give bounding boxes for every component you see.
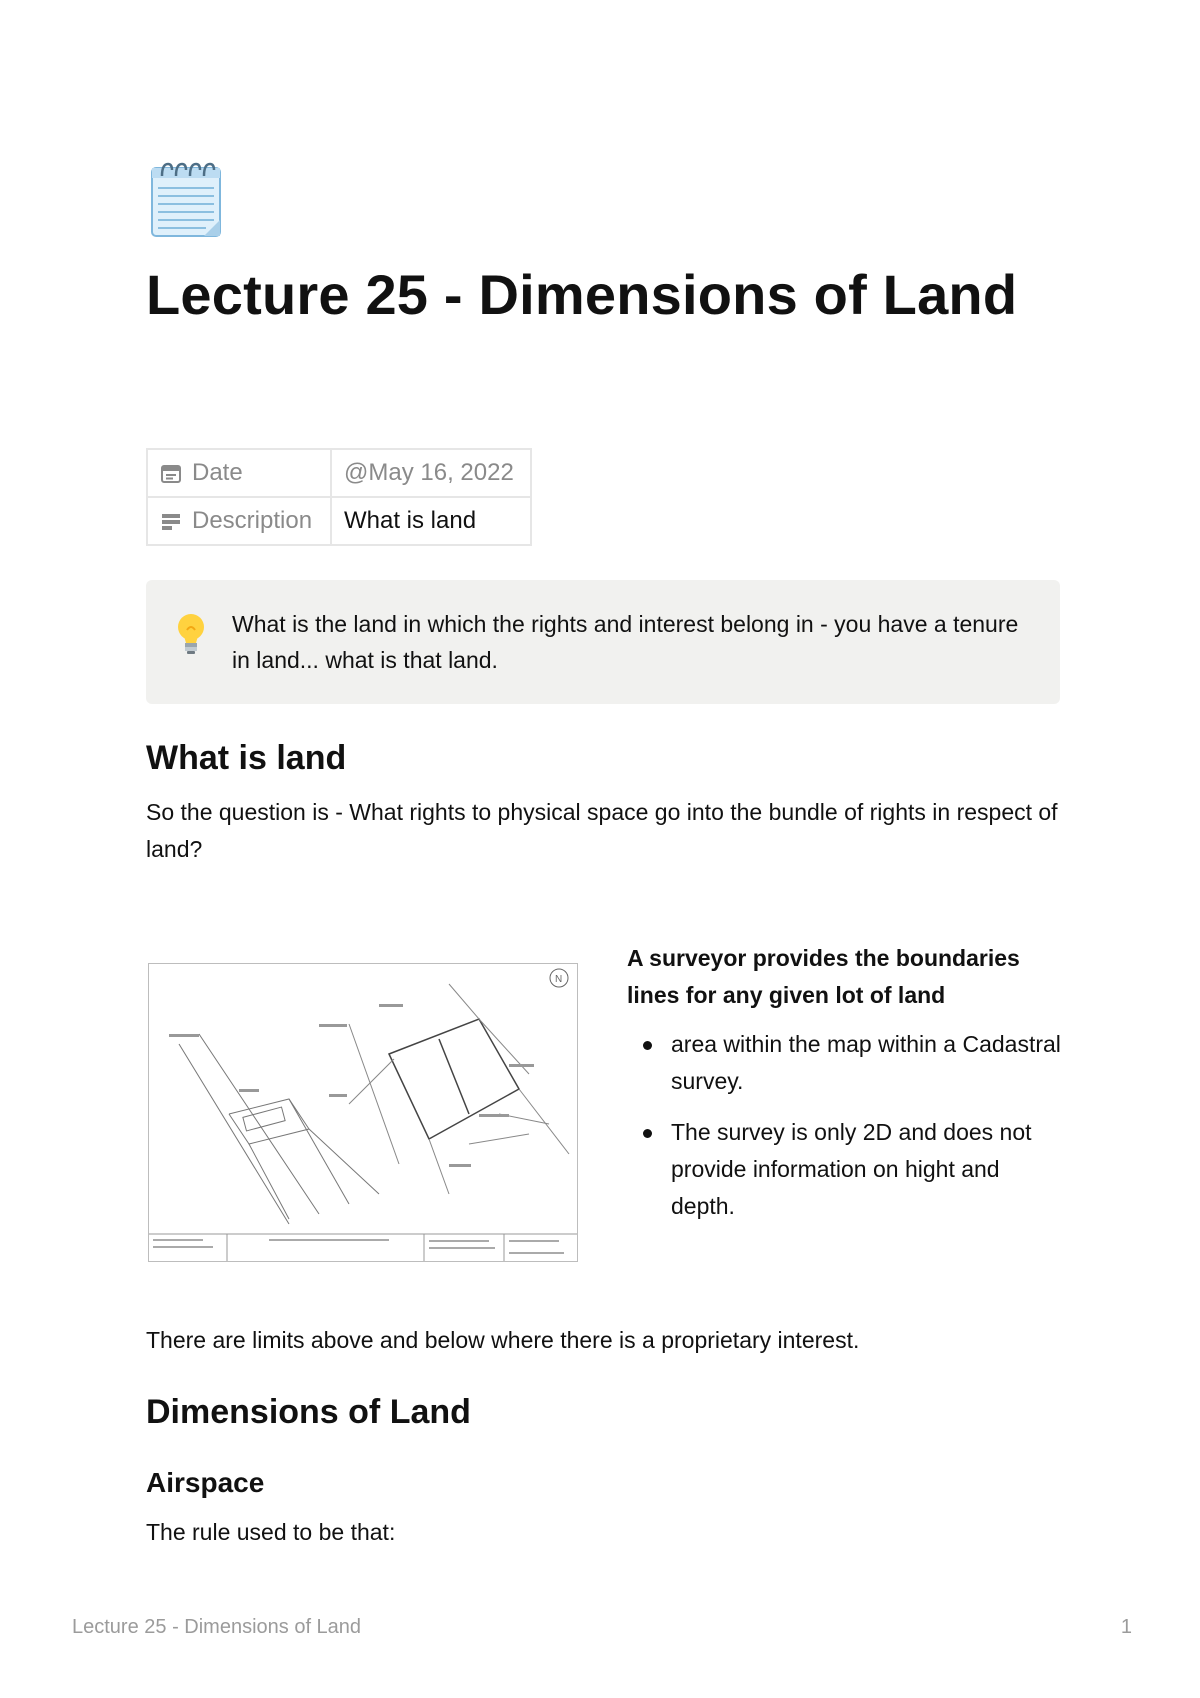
lightbulb-icon bbox=[174, 612, 208, 656]
property-row-description bbox=[147, 497, 531, 545]
property-value-description[interactable]: What is land bbox=[331, 497, 531, 545]
paragraph-limits: There are limits above and below where there is a proprietary interest. bbox=[146, 1327, 860, 1353]
properties-table bbox=[146, 448, 532, 546]
paragraph-question: So the question is - What rights to physical space go into the bundle of rights in respect of land? bbox=[146, 799, 1058, 862]
page-title: Lecture 25 - Dimensions of Land bbox=[146, 263, 1018, 326]
property-key bbox=[147, 449, 331, 497]
heading-dimensions-of-land: Dimensions of Land bbox=[146, 1393, 471, 1431]
paragraph-rule: The rule used to be that: bbox=[146, 1519, 396, 1545]
list-item: area within the map within a Cadastral survey. bbox=[627, 1026, 1067, 1100]
footer-page-number: 1 bbox=[1120, 1616, 1132, 1638]
surveyor-bullet-list bbox=[627, 1026, 1067, 1239]
property-value-date[interactable]: @May 16, 2022 bbox=[331, 449, 531, 497]
cadastral-survey-plan-image bbox=[148, 963, 578, 1262]
surveyor-heading: A surveyor provides the boundaries lines for any given lot of land bbox=[627, 945, 1020, 1008]
heading-airspace: Airspace bbox=[146, 1467, 265, 1498]
calendar-icon bbox=[160, 462, 182, 484]
property-label-description: Description bbox=[192, 507, 313, 534]
spiral-notepad-icon bbox=[146, 156, 230, 240]
text-lines-icon bbox=[160, 510, 182, 532]
property-label-date: Date bbox=[192, 459, 243, 486]
callout-text: What is the land in which the rights and interest belong in - you have a tenure in land... what is that land. bbox=[232, 611, 1019, 673]
list-item: The survey is only 2D and does not provide information on hight and depth. bbox=[627, 1114, 1067, 1225]
heading-what-is-land: What is land bbox=[146, 739, 347, 777]
footer-title: Lecture 25 - Dimensions of Land bbox=[72, 1616, 362, 1638]
property-row-date bbox=[147, 449, 531, 497]
svg-text:N: N bbox=[555, 974, 563, 985]
property-key bbox=[147, 497, 331, 545]
callout-box bbox=[146, 580, 1060, 704]
